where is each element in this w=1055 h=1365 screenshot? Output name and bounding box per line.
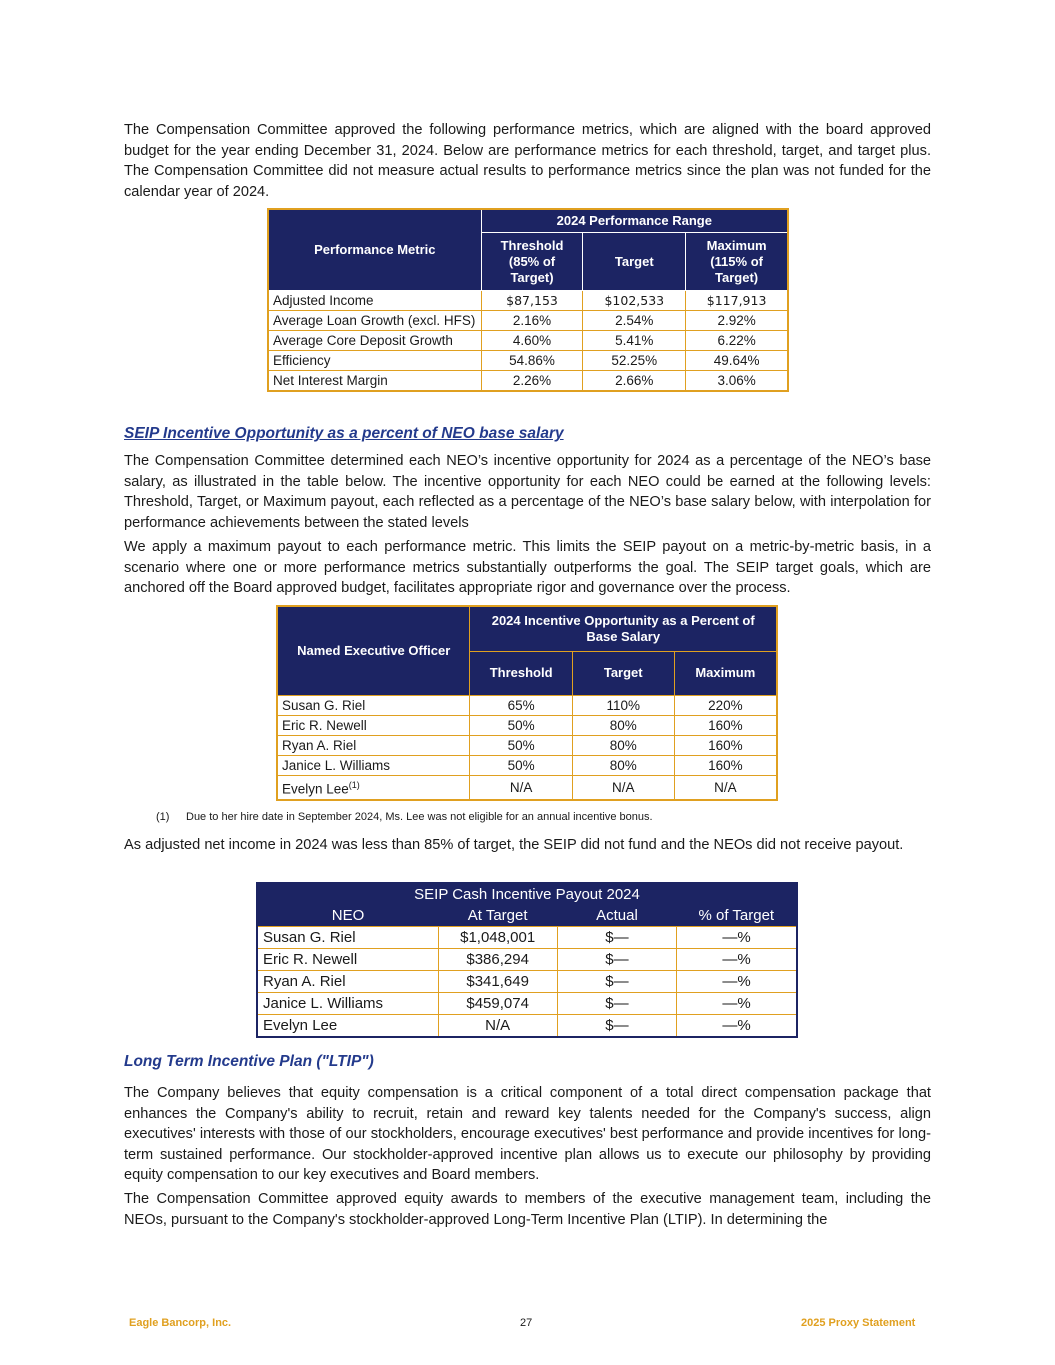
table-row xyxy=(257,971,797,993)
target-cell: N/A xyxy=(572,776,674,800)
header-named-executive-officer: Named Executive Officer xyxy=(277,606,470,696)
seip-paragraph-2: We apply a maximum payout to each performance metric. This limits the SEIP payout on a metric-by-metric basis, in a scenario where one or more performance metrics substantially outperforms the goal. The SEIP target goals, which are anchored off the Board approved budget, facilitates appropriate rigor and governance over the process. xyxy=(124,539,931,597)
footnote-text: Due to her hire date in September 2024, Ms. Lee was not eligible for an annual incentive bonus. xyxy=(186,811,653,823)
metric-cell: Net Interest Margin xyxy=(268,371,481,392)
header-pct-of-target: % of Target xyxy=(677,905,797,927)
target-cell: 110% xyxy=(572,696,674,716)
neo-cell: Eric R. Newell xyxy=(257,949,438,971)
table-row xyxy=(277,736,777,756)
header-at-target: At Target xyxy=(438,905,557,927)
at-target-cell: $1,048,001 xyxy=(438,927,557,949)
table-row xyxy=(257,1015,797,1038)
officer-name: Janice L. Williams xyxy=(282,758,391,773)
officer-cell xyxy=(277,776,470,800)
target-cell: 80% xyxy=(572,736,674,756)
header-maximum: Maximum xyxy=(674,651,777,696)
table-row xyxy=(277,776,777,800)
threshold-cell: 4.60% xyxy=(481,331,583,351)
maximum-cell: 160% xyxy=(674,756,777,776)
maximum-cell: 3.06% xyxy=(686,371,788,392)
threshold-cell: N/A xyxy=(470,776,572,800)
target-cell: 80% xyxy=(572,756,674,776)
header-target: Target xyxy=(583,233,686,291)
payout-table xyxy=(256,882,798,1038)
header-incentive-opportunity: 2024 Incentive Opportunity as a Percent of Base Salary xyxy=(470,606,777,651)
officer-cell xyxy=(277,756,470,776)
table-row xyxy=(257,949,797,971)
neo-cell: Ryan A. Riel xyxy=(257,971,438,993)
footnote-marker: (1) xyxy=(156,811,170,823)
header-performance-metric: Performance Metric xyxy=(268,209,481,291)
officer-cell xyxy=(277,716,470,736)
header-threshold: Threshold (85% of Target) xyxy=(481,233,583,291)
metric-cell: Efficiency xyxy=(268,351,481,371)
at-target-cell: $341,649 xyxy=(438,971,557,993)
header-performance-range: 2024 Performance Range xyxy=(481,209,788,233)
ltip-heading: Long Term Incentive Plan ("LTIP") xyxy=(124,1053,374,1070)
threshold-cell: 65% xyxy=(470,696,572,716)
neo-cell: Janice L. Williams xyxy=(257,993,438,1015)
footnote-reference: (1) xyxy=(348,780,360,790)
header-neo: NEO xyxy=(257,905,438,927)
officer-name: Eric R. Newell xyxy=(282,718,367,733)
maximum-cell: 220% xyxy=(674,696,777,716)
target-cell: 2.54% xyxy=(583,311,686,331)
table-row xyxy=(277,756,777,776)
ltip-paragraph-1: The Company believes that equity compensation is a critical component of a total direct compensation package that enhances the Company's ability to recruit, retain and reward key talents needed for the Company's success, align executives' interests with those of our stockholders, encourage executives' best performance and provide incentives for long-term sustained performance. Our stockholder-approved incentive plan allows us to execute our philosophy by providing equity compensation to our key executives and Board members. xyxy=(124,1085,931,1184)
at-target-cell: $459,074 xyxy=(438,993,557,1015)
pct-cell: —% xyxy=(677,949,797,971)
pct-cell: —% xyxy=(677,993,797,1015)
table-row xyxy=(277,696,777,716)
header-maximum: Maximum (115% of Target) xyxy=(686,233,788,291)
footer-company: Eagle Bancorp, Inc. xyxy=(129,1317,232,1329)
header-threshold: Threshold xyxy=(470,651,572,696)
target-cell: $102,533 xyxy=(583,291,686,311)
table-row xyxy=(277,716,777,736)
maximum-cell: $117,913 xyxy=(686,291,788,311)
at-target-cell: $386,294 xyxy=(438,949,557,971)
seip-paragraph-1: The Compensation Committee determined each NEO’s incentive opportunity for 2024 as a percentage of the NEO’s base salary, as illustrated in the table below. The incentive opportunity for each NEO could be earned at the following levels: Threshold, Target, or Maximum payout, each reflected as a percentage of the NEO’s base salary below, with interpolation for performance achievements between the stated levels xyxy=(124,453,931,531)
payout-paragraph: As adjusted net income in 2024 was less than 85% of target, the SEIP did not fund and the NEOs did not receive payout. xyxy=(124,837,904,853)
table-row xyxy=(268,371,788,392)
target-cell: 52.25% xyxy=(583,351,686,371)
metric-cell: Average Loan Growth (excl. HFS) xyxy=(268,311,481,331)
threshold-cell: 50% xyxy=(470,756,572,776)
officer-cell xyxy=(277,736,470,756)
maximum-cell: 160% xyxy=(674,716,777,736)
at-target-cell: N/A xyxy=(438,1015,557,1038)
seip-heading: SEIP Incentive Opportunity as a percent of NEO base salary xyxy=(124,425,564,442)
table-row xyxy=(268,331,788,351)
page-number: 27 xyxy=(520,1317,533,1329)
maximum-cell: 160% xyxy=(674,736,777,756)
table-row xyxy=(268,311,788,331)
officer-cell xyxy=(277,696,470,716)
incentive-opportunity-table xyxy=(276,605,778,801)
threshold-cell: 50% xyxy=(470,716,572,736)
threshold-cell: 2.16% xyxy=(481,311,583,331)
pct-cell: —% xyxy=(677,1015,797,1038)
header-actual: Actual xyxy=(557,905,676,927)
payout-table-title: SEIP Cash Incentive Payout 2024 xyxy=(257,883,797,905)
pct-cell: —% xyxy=(677,927,797,949)
table-row xyxy=(268,291,788,311)
actual-cell: $— xyxy=(557,927,676,949)
metric-cell: Average Core Deposit Growth xyxy=(268,331,481,351)
officer-name: Evelyn Lee xyxy=(282,781,349,797)
maximum-cell: N/A xyxy=(674,776,777,800)
target-cell: 2.66% xyxy=(583,371,686,392)
officer-name: Ryan A. Riel xyxy=(282,738,357,753)
table-row xyxy=(257,993,797,1015)
actual-cell: $— xyxy=(557,949,676,971)
threshold-cell: 2.26% xyxy=(481,371,583,392)
neo-cell: Susan G. Riel xyxy=(257,927,438,949)
target-cell: 80% xyxy=(572,716,674,736)
officer-name: Susan G. Riel xyxy=(282,698,366,713)
metric-cell: Adjusted Income xyxy=(268,291,481,311)
actual-cell: $— xyxy=(557,1015,676,1038)
table-row xyxy=(257,927,797,949)
table-row xyxy=(268,351,788,371)
maximum-cell: 2.92% xyxy=(686,311,788,331)
actual-cell: $— xyxy=(557,993,676,1015)
intro-paragraph: The Compensation Committee approved the following performance metrics, which are aligned with the board approved budget for the year ending December 31, 2024. Below are performance metrics for each threshold, target, and target plus. The Compensation Committee did not measure actual results to performance metrics since the plan was not funded for the calendar year of 2024. xyxy=(124,122,931,200)
pct-cell: —% xyxy=(677,971,797,993)
threshold-cell: 50% xyxy=(470,736,572,756)
threshold-cell: $87,153 xyxy=(481,291,583,311)
ltip-paragraph-2: The Compensation Committee approved equity awards to members of the executive management team, including the NEOs, pursuant to the Company's stockholder-approved Long-Term Incentive Plan (LTIP). In determining the xyxy=(124,1191,931,1228)
maximum-cell: 6.22% xyxy=(686,331,788,351)
header-target: Target xyxy=(572,651,674,696)
performance-metrics-table xyxy=(267,208,789,392)
maximum-cell: 49.64% xyxy=(686,351,788,371)
actual-cell: $— xyxy=(557,971,676,993)
target-cell: 5.41% xyxy=(583,331,686,351)
threshold-cell: 54.86% xyxy=(481,351,583,371)
footer-document: 2025 Proxy Statement xyxy=(801,1317,916,1329)
neo-cell: Evelyn Lee xyxy=(257,1015,438,1038)
